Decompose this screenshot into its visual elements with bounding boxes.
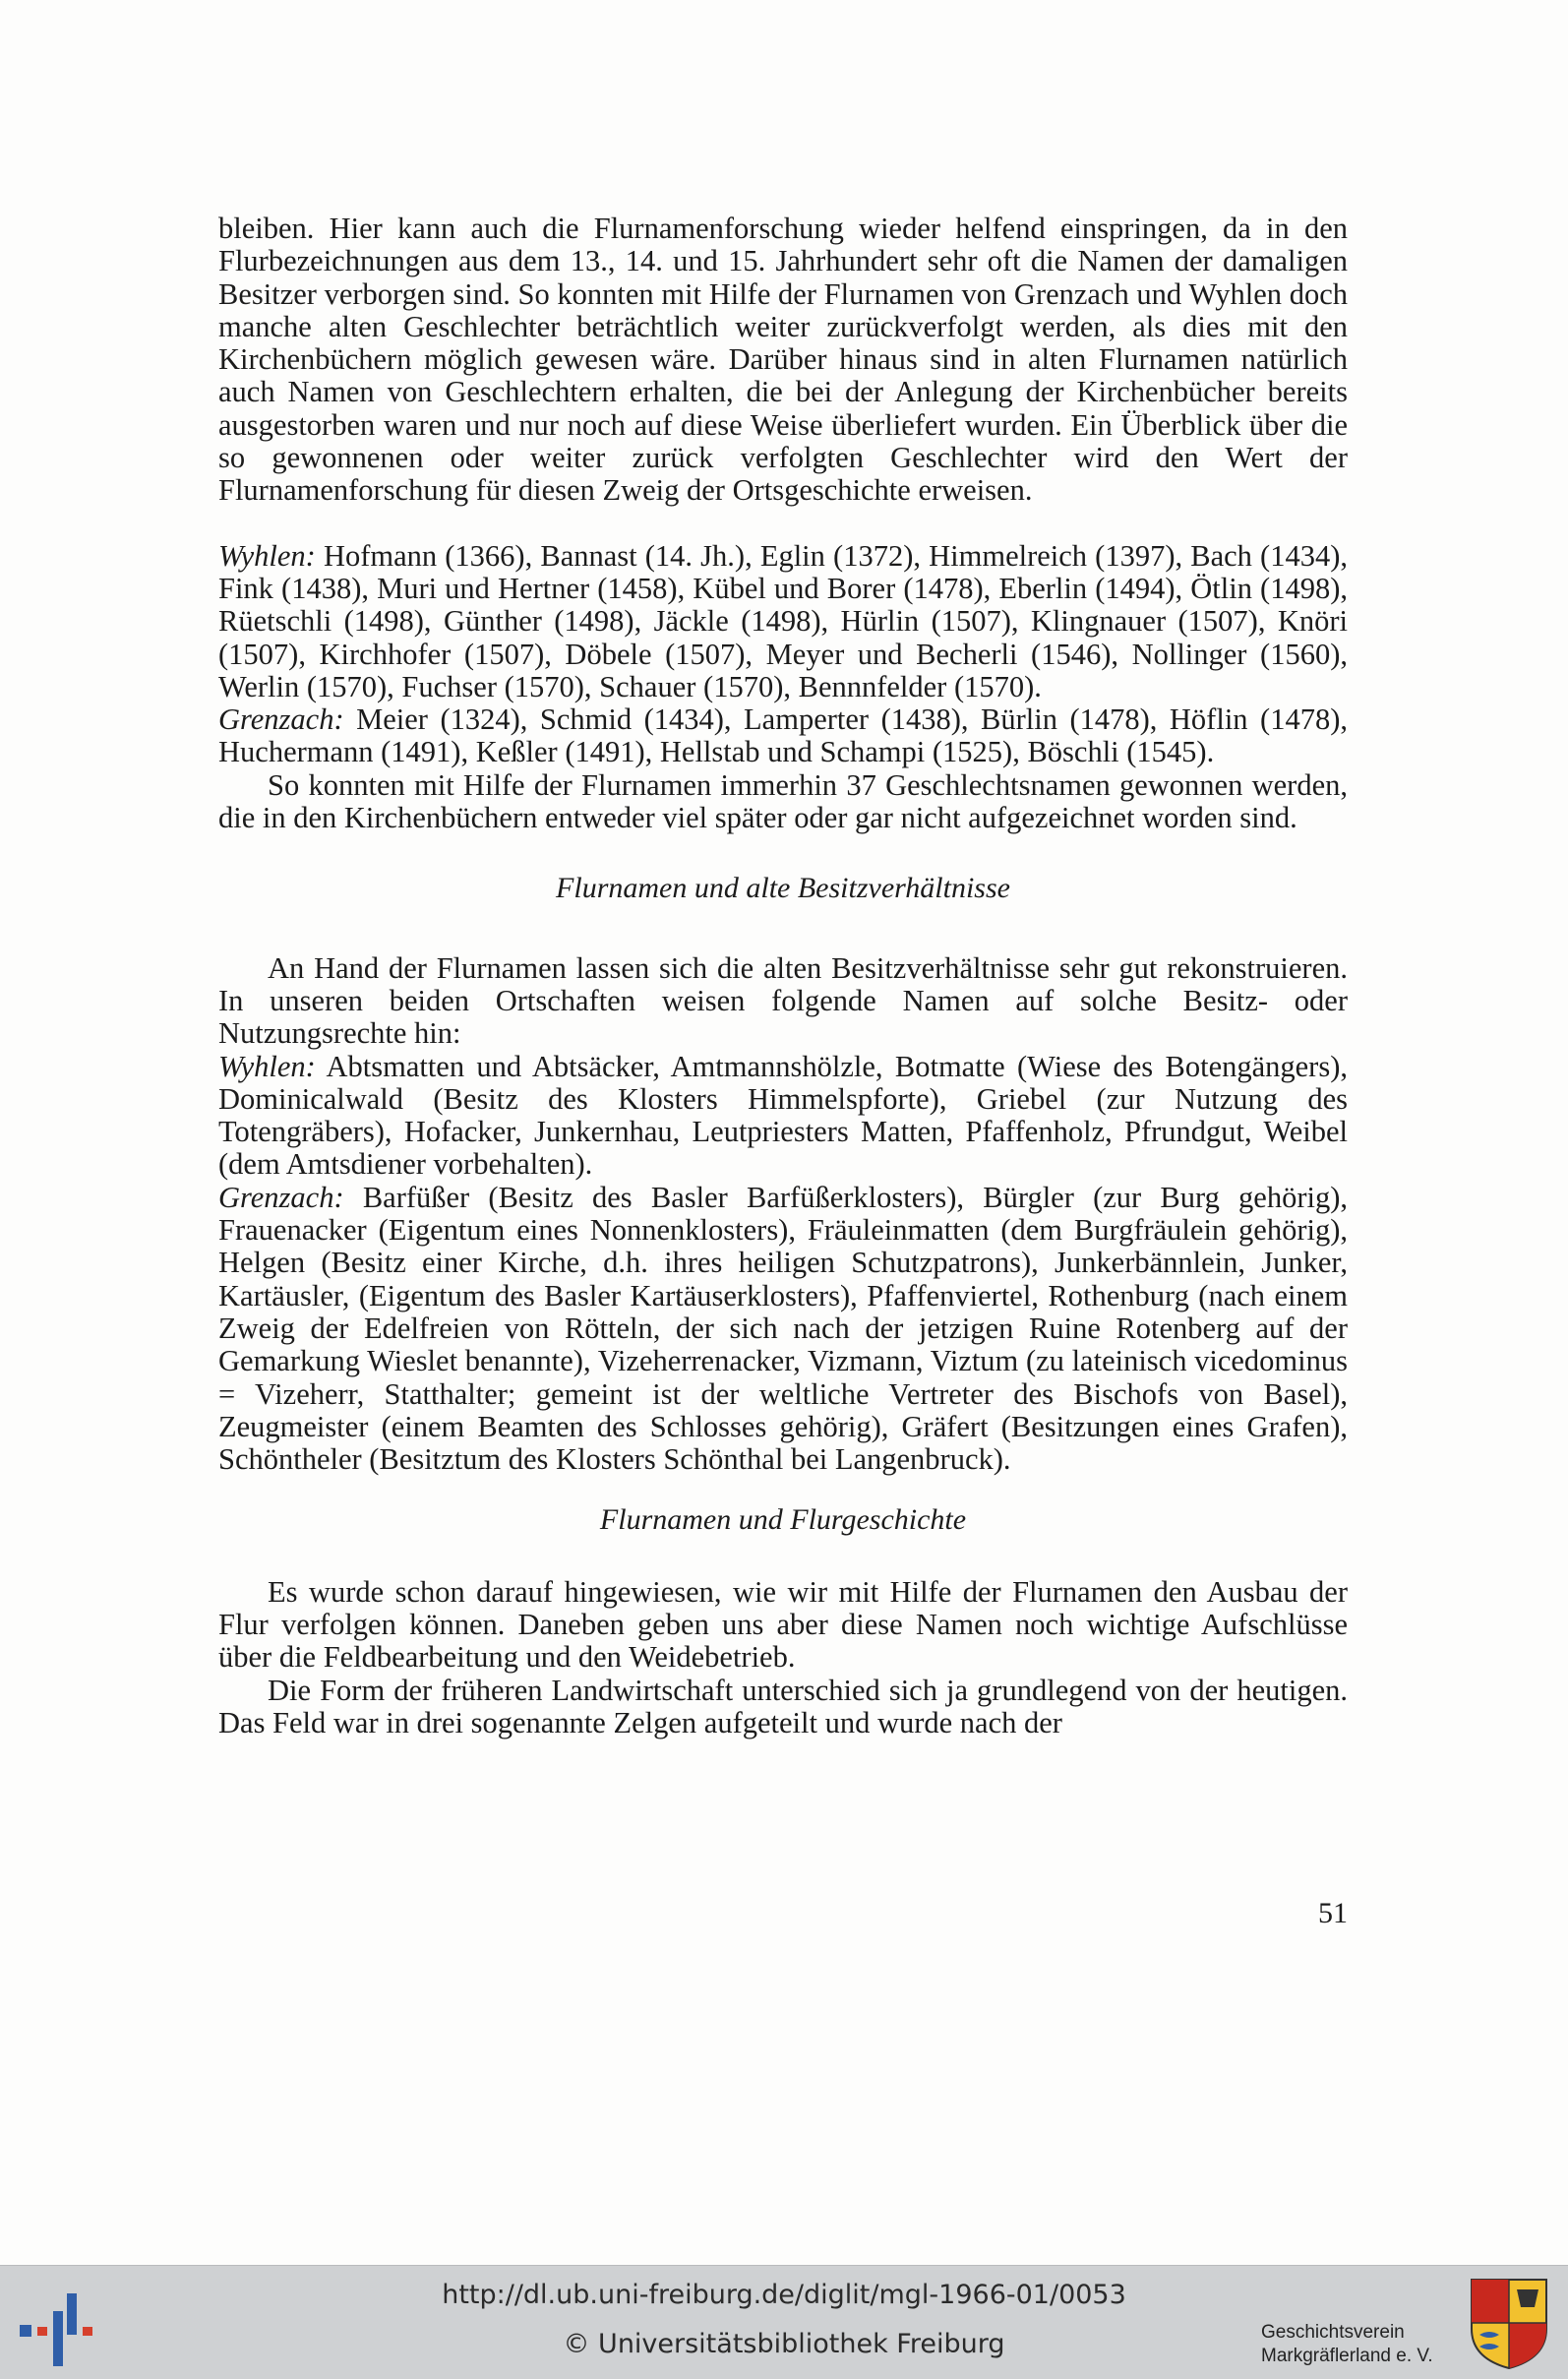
paragraph: Die Form der früheren Landwirtschaft unterschied sich ja grundlegend von der heutigen. Das Feld war in drei sogenannte Zelgen aufgeteilt und wurde nach der: [218, 1673, 1348, 1739]
place-label: Wyhlen:: [218, 538, 316, 573]
place-label: Grenzach:: [218, 702, 344, 737]
page-number: 51: [1318, 1897, 1348, 1929]
document-url-link[interactable]: http://dl.ub.uni-freiburg.de/diglit/mgl-1966-01/0053: [442, 2280, 1126, 2310]
family-list: Meier (1324), Schmid (1434), Lamperter (1438), Bürlin (1478), Höflin (1478), Huchermann (1491), Keßler (1491), Hellstab und Schampi (1525), Böschli (1545).: [218, 702, 1348, 769]
paragraph: Es wurde schon darauf hingewiesen, wie wir mit Hilfe der Flurnamen den Ausbau der Flur verfolgen können. Daneben geben uns aber diese Namen noch wichtige Aufschlüsse über die Feldbearbeitung und den Weidebetrieb.: [218, 1574, 1348, 1675]
copyright-notice: © Universitätsbibliothek Freiburg: [563, 2329, 1005, 2359]
place-label: Wyhlen:: [218, 1049, 316, 1083]
coat-of-arms-icon: [1470, 2278, 1548, 2370]
family-list: Hofmann (1366), Bannast (14. Jh.), Eglin (1372), Himmelreich (1397), Bach (1434), Fink (1438), Muri und Hertner (1458), Kübel und Borer (1478), Eberlin (1494), Ötlin (1498), Rüetschli (1498), Günther (1498), Jäckle (1498), Hürlin (1507), Klingnauer (1507), Knöri (1507), Kirchhofer (1507), Döbele (1507), Meyer und Becherli (1546), Nollinger (1560), Werlin (1570), Fuchser (1570), Schauer (1570), Bennnfelder (1570).: [218, 538, 1348, 703]
section-heading: Flurnamen und alte Besitzverhältnisse: [556, 872, 1010, 905]
body-text: [218, 213, 1348, 1739]
paragraph: An Hand der Flurnamen lassen sich die alten Besitzverhältnisse sehr gut rekonstruieren. In unseren beiden Ortschaften weisen folgende Namen auf solche Besitz- oder Nutzungsrechte hin:: [218, 950, 1348, 1051]
section-heading: Flurnamen und Flurgeschichte: [599, 1503, 967, 1537]
paragraph-grenzach-ownership: [218, 1182, 1348, 1477]
ownership-list: Barfüßer (Besitz des Basler Barfüßerklosters), Bürgler (zur Burg gehörig), Frauenacker (Eigentum eines Nonnenklosters), Fräuleinmatten (dem Burgfräulein gehörig), Helgen (Besitz einer Kirche, d.h. ihres heiligen Schutzpatrons), Junkerbännlein, Junker, Kartäusler, (Eigentum des Basler Kartäuserklosters), Pfaffenviertel, Rothenburg (nach einem Zweig der Edelfreien von Rötteln, der sich nach der jetzigen Ruine Rotenberg auf der Gemarkung Wieslet benannte), Vizeherrenacker, Vizmann, Viztum (zu lateinisch vicedominus = Vizeherr, Statthalter; gemeint ist der weltliche Vertreter des Bischofs von Basel), Zeugmeister (einem Beamten des Schlosses gehörig), Gräfert (Besitzungen eines Grafen), Schöntheler (Besitztum des Klosters Schönthal bei Langenbruck).: [218, 1180, 1348, 1477]
paragraph: So konnten mit Hilfe der Flurnamen immerhin 37 Geschlechtsnamen gewonnen werden, die in den Kirchenbüchern entweder viel später oder gar nicht aufgezeichnet worden sind.: [218, 767, 1348, 835]
place-label: Grenzach:: [218, 1180, 344, 1214]
paragraph: bleiben. Hier kann auch die Flurnamenforschung wieder helfend einspringen, da in den Flurbezeichnungen aus dem 13., 14. und 15. Jahrhundert sehr oft die Namen der damaligen Besitzer verborgen sind. So konnten mit Hilfe der Flurnamen von Grenzach und Wyhlen doch manche alten Geschlechter beträchtlich weiter zurückverfolgt werden, als dies mit den Kirchenbüchern möglich gewesen wäre. Darüber hinaus sind in alten Flurnamen natürlich auch Namen von Geschlechtern erhalten, die bei der Anlegung der Kirchenbücher bereits ausgestorben waren und nur noch auf diese Weise überliefert wurden. Ein Überblick über die so gewonnenen oder weiter zurück verfolgten Geschlechter wird den Wert der Flurnamenforschung für diesen Zweig der Ortsgeschichte erweisen.: [218, 212, 1348, 508]
society-name-line: Geschichtsverein: [1261, 2322, 1405, 2343]
footer-bar: [0, 2265, 1568, 2379]
paragraph-grenzach-families: [218, 703, 1348, 769]
paragraph-wyhlen-families: [218, 540, 1348, 703]
paragraph-wyhlen-ownership: [218, 1051, 1348, 1182]
society-name: [1261, 2321, 1468, 2368]
ownership-list: Abtsmatten und Abtsäcker, Amtmannshölzle, Botmatte (Wiese des Botengängers), Dominicalwald (Besitz des Klosters Himmelspforte), Griebel (zur Nutzung des Totengräbers), Hofacker, Junkernhau, Leutpriesters Matten, Pfaffenholz, Pfrundgut, Weibel (dem Amtsdiener vorbehalten).: [218, 1049, 1348, 1182]
society-name-line: Markgräflerland e. V.: [1261, 2346, 1433, 2366]
